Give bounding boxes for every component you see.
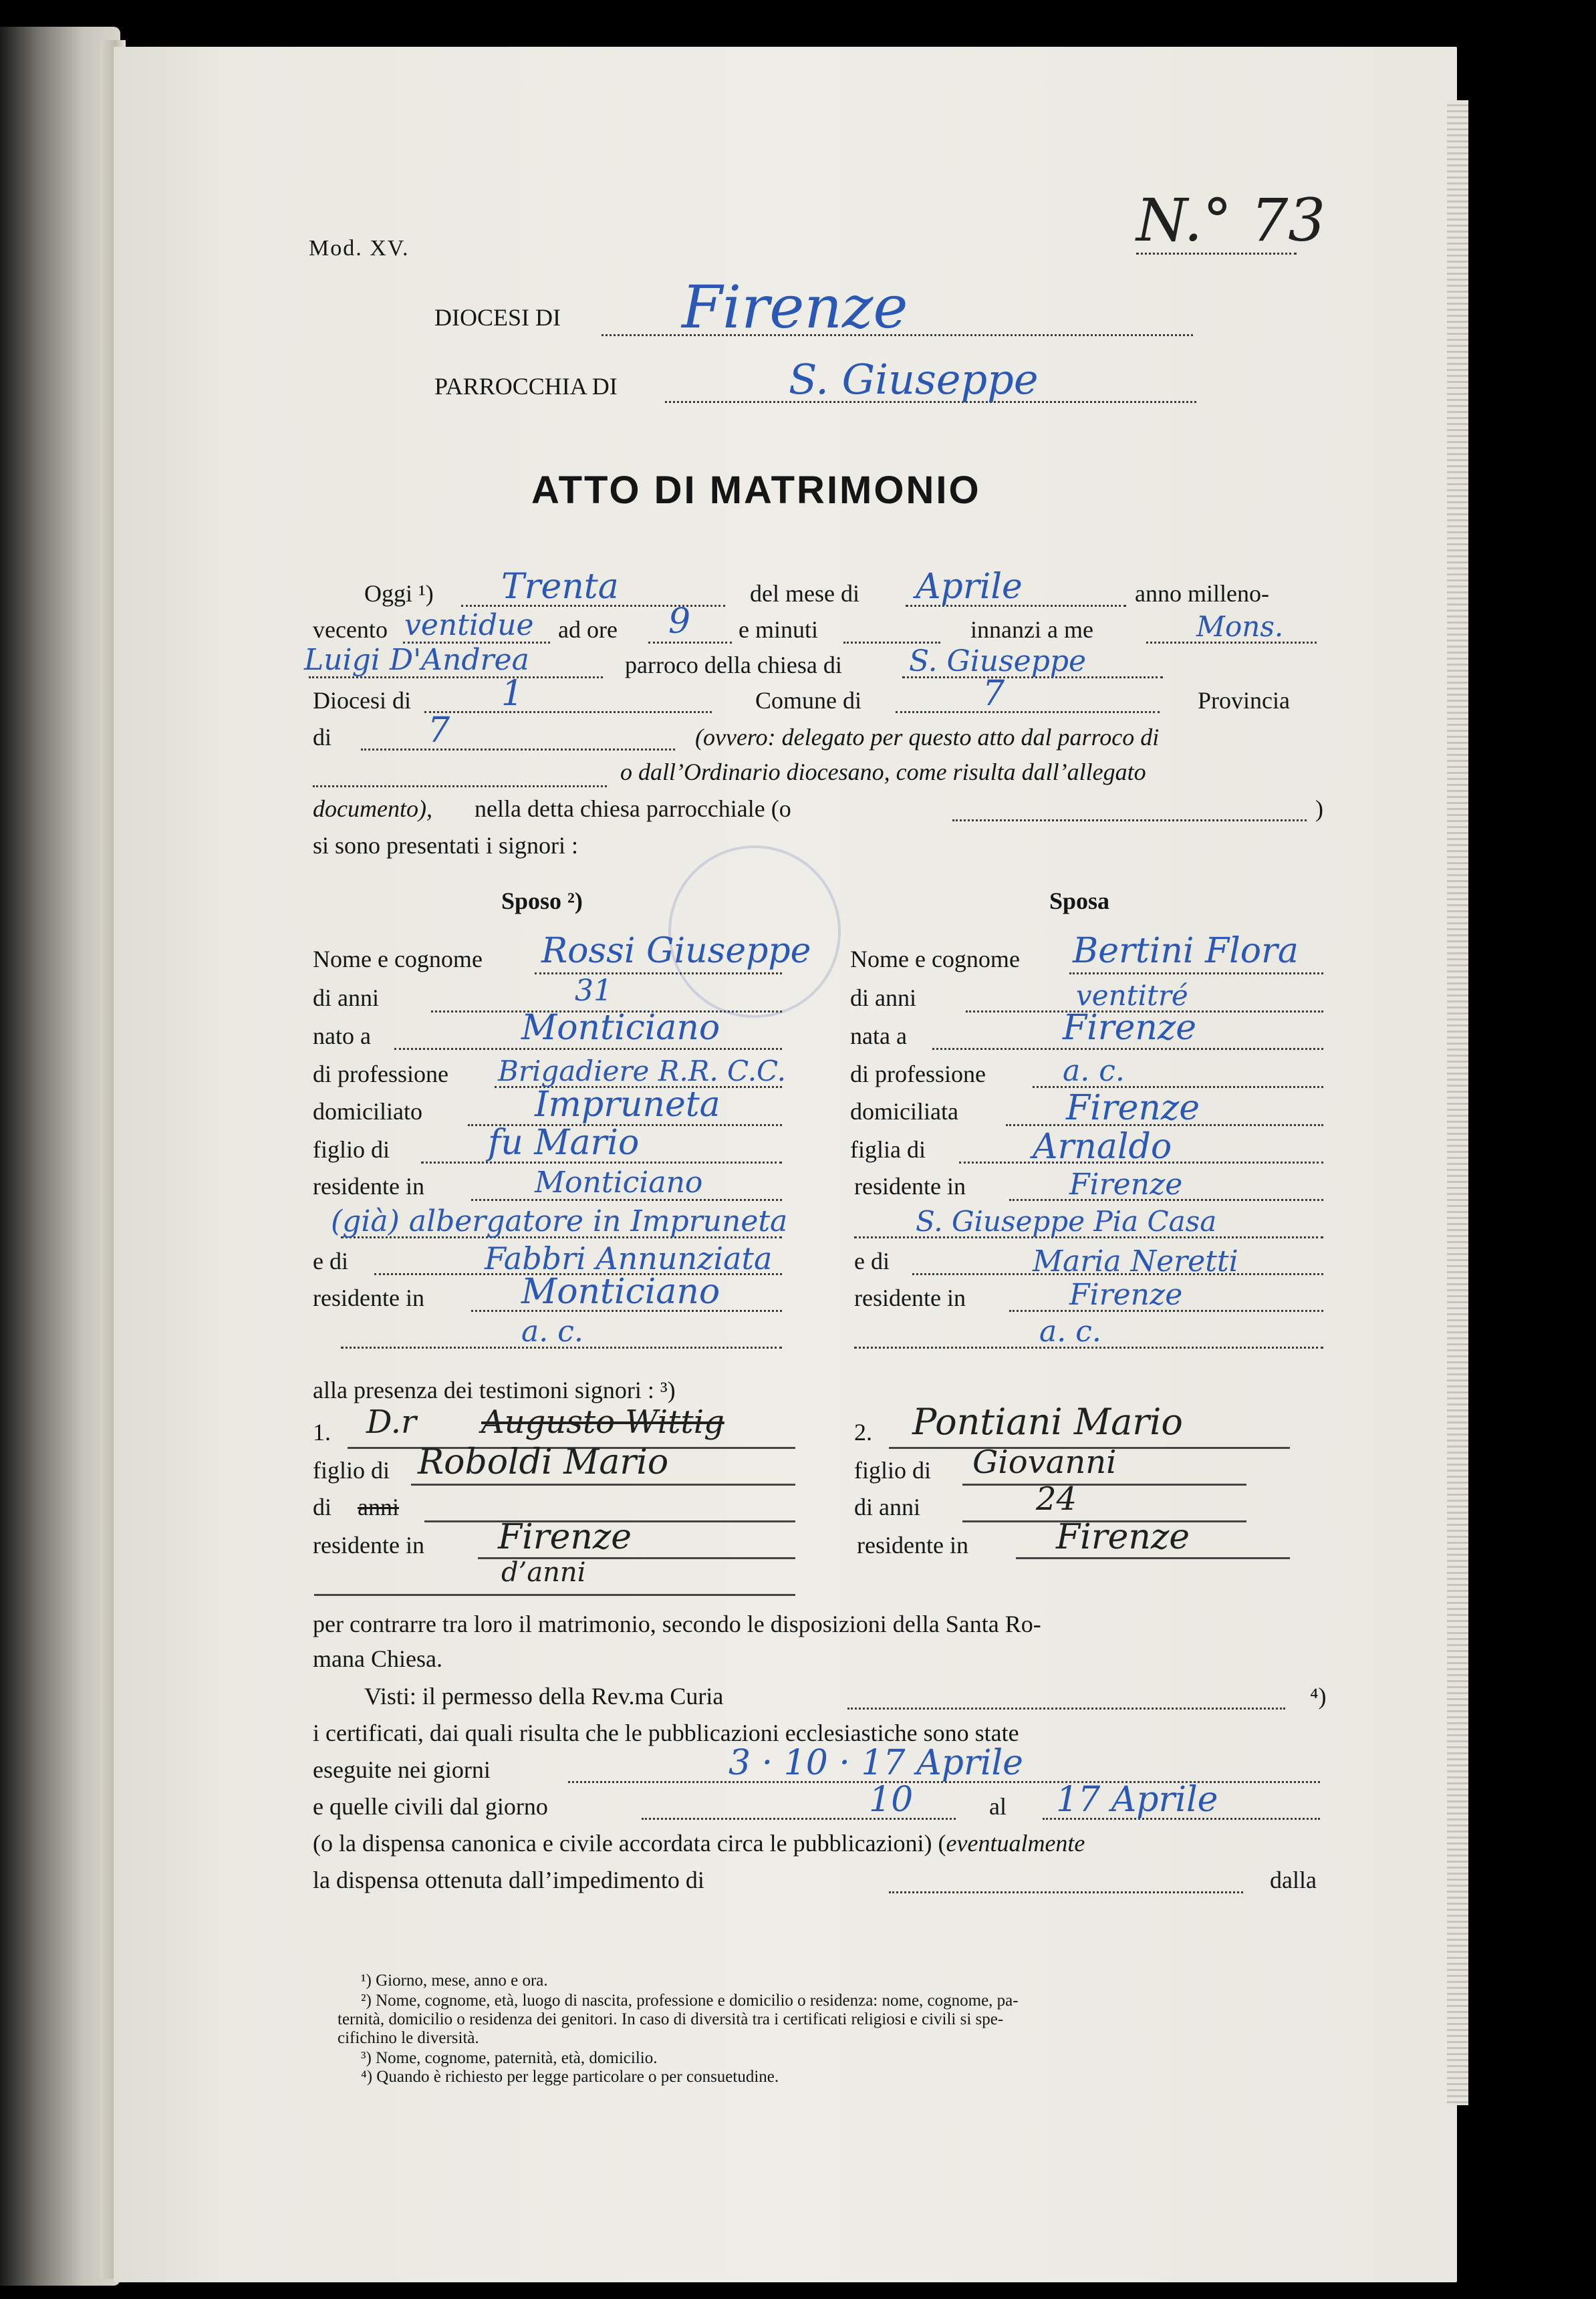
parish-value: S. Giuseppe [789,355,1039,404]
church-value: S. Giuseppe [909,644,1087,678]
hour-value: 9 [668,601,691,642]
vecento-label: vecento [313,616,388,643]
hour-label: ad ore [558,616,618,643]
provincia-value: 7 [428,710,450,751]
comune-line [896,711,1160,713]
groom-profession-label: di professione [313,1061,448,1087]
documento-text: documento), [313,795,432,822]
parish-priest-label: parroco della chiesa di [625,652,842,678]
bride-mother-residence: Firenze [1069,1278,1183,1312]
act-number-line [1136,253,1297,255]
footnote-4-ref: ⁴) [1310,1683,1327,1710]
witness1-father-line [411,1484,795,1486]
bride-mother-note: a. c. [1039,1315,1101,1349]
witness1-age-label-struck: anni [358,1494,399,1520]
visti-text: Visti: il permesso della Rev.ma Curia [364,1683,724,1710]
act-number: N.° 73 [1136,186,1326,255]
groom-father-res-label: residente in [313,1173,424,1200]
body-line-1: per contrarre tra loro il matrimonio, secondo le disposizioni della Santa Ro- [313,1611,1041,1637]
witness1-extra-line [314,1594,795,1596]
model-number: Mod. XV. [309,236,410,261]
groom-mother-residence: Monticiano [521,1272,720,1312]
groom-domicile: Impruneta [535,1085,720,1125]
before-value-2: Luigi D'Andrea [304,643,529,677]
bride-name: Bertini Flora [1073,931,1299,971]
witness1-extra: d’anni [501,1557,586,1588]
eseguite-value: 3 · 10 · 17 Aprile [728,1743,1023,1783]
groom-mother-note: a. c. [521,1315,583,1349]
comune-value: 7 [982,674,1005,714]
ordinary-text: o dall’Ordinario diocesano, come risulta dall’allegato [620,759,1146,785]
groom-name-label: Nome e cognome [313,946,483,972]
curia-line [847,1708,1285,1710]
witness1-residence: Firenze [498,1517,632,1557]
delegate-text: (ovvero: delegato per questo atto dal parroco di [695,724,1160,751]
groom-profession: Brigadiere R.R. C.C. [498,1055,787,1087]
dispensa-line-2: la dispensa ottenuta dall’impedimento di [313,1867,704,1893]
bride-mother-label: e di [854,1248,890,1274]
bride-line-0 [1069,972,1323,974]
diocesi-line [424,711,712,713]
church-text: nella detta chiesa parrocchiale (o [475,795,791,822]
witness2-res-line [1016,1557,1290,1559]
witness1-age-label: di [313,1494,332,1520]
bride-father: Arnaldo [1033,1127,1172,1167]
diocesi-value: 1 [501,674,524,714]
presented-text: si sono presentati i signori : [313,832,578,859]
civili-to-value: 17 Aprile [1056,1780,1218,1820]
al-label: al [989,1793,1007,1820]
witnesses-intro: alla presenza dei testimoni signori : ³) [313,1377,676,1403]
year-label: anno milleno- [1135,580,1269,607]
document-page [114,47,1457,2282]
bride-profession-label: di professione [850,1061,986,1087]
delegate-line [313,785,607,787]
bride-profession: a. c. [1063,1054,1125,1088]
footnote-3: ³) Nome, cognome, paternità, età, domicilio. [361,2049,658,2067]
bride-father-residence: Firenze [1069,1168,1183,1202]
diocese-label: DIOCESI DI [434,304,561,331]
impediment-line [889,1891,1243,1893]
bride-mother-res-label: residente in [854,1284,966,1311]
comune-label: Comune di [755,687,861,714]
bride-domicile: Firenze [1066,1088,1200,1128]
witness2-residence: Firenze [1056,1517,1190,1557]
bride-age: ventitré [1076,979,1188,1012]
diocesi-label: Diocesi di [313,687,411,714]
groom-mother-label: e di [313,1248,348,1274]
eseguite-label: eseguite nei giorni [313,1756,491,1783]
document-title: ATTO DI MATRIMONIO [531,468,981,512]
alt-church-line [952,819,1307,821]
diocese-value: Firenze [682,273,908,342]
witness1-struck-name: Augusto Wittig [481,1403,724,1441]
bride-father-label: figlia di [850,1136,926,1163]
groom-domicile-label: domiciliato [313,1098,422,1125]
eventualmente-text: eventualmente [946,1830,1085,1857]
footnote-2-end: cifichino le diversità. [338,2029,479,2047]
close-paren: ) [1315,795,1323,822]
witness1-son-label: figlio di [313,1457,390,1484]
groom-age-label: di anni [313,984,379,1011]
dispensa-line-1 [313,1830,1085,1857]
month-label: del mese di [750,580,859,607]
groom-father-label: figlio di [313,1136,390,1163]
groom-line-0 [535,972,782,974]
month-value: Aprile [916,567,1023,607]
groom-mother: Fabbri Annunziata [485,1240,773,1276]
groom-age: 31 [575,974,612,1008]
bride-domicile-label: domiciliata [850,1098,958,1125]
footnote-1: ¹) Giorno, mese, anno e ora. [361,1972,548,1990]
groom-birthplace-label: nato a [313,1023,371,1049]
witness2-number: 2. [854,1419,872,1446]
groom-mother-res-label: residente in [313,1284,424,1311]
bride-mother: Maria Neretti [1033,1244,1238,1278]
oggi-value: Trenta [501,567,619,607]
bride-name-label: Nome e cognome [850,946,1020,972]
year-value: ventidue [404,608,534,642]
witness2-age: 24 [1036,1480,1077,1518]
minutes-label: e minuti [739,616,818,643]
page-edge [1447,100,1468,2105]
body-line-2: mana Chiesa. [313,1645,442,1672]
witness1-res-label: residente in [313,1532,424,1559]
dalla-text: dalla [1270,1867,1317,1893]
provincia-label: Provincia [1198,687,1290,714]
witness2-age-label: di anni [854,1494,920,1520]
bride-father-res-label: residente in [854,1173,966,1200]
witness2-res-label: residente in [857,1532,968,1559]
before-label: innanzi a me [970,616,1093,643]
civili-label: e quelle civili dal giorno [313,1793,548,1820]
civili-from-value: 10 [869,1780,914,1820]
footnote-4: ⁴) Quando è richiesto per legge particolare o per consuetudine. [361,2068,779,2086]
witness1-father: Roboldi Mario [418,1442,669,1482]
bride-birthplace: Firenze [1063,1008,1197,1048]
witness2-father-line [962,1484,1246,1486]
provincia-line [361,749,675,751]
bride-line-2 [932,1048,1323,1050]
di-label: di [313,724,332,751]
groom-birthplace: Monticiano [521,1008,720,1048]
witness1-number: 1. [313,1419,331,1446]
groom-heading: Sposo ²) [501,888,583,914]
certificates-text: i certificati, dai quali risulta che le pubblicazioni ecclesiastiche sono state [313,1720,1019,1746]
footnote-2-cont: ternità, domicilio o residenza dei genitori. In caso di diversità tra i certificati religiosi e civili si spe- [338,2010,1004,2028]
groom-father-residence: Monticiano [535,1166,703,1200]
oggi-label: Oggi ¹) [364,580,434,607]
groom-father-note: (già) albergatore in Impruneta [331,1204,788,1238]
before-value-1: Mons. [1196,610,1284,643]
groom-name: Rossi Giuseppe [541,931,811,971]
dispensa-text: (o la dispensa canonica e civile accordata circa le pubblicazioni) ( [313,1830,946,1857]
witness2-name: Pontiani Mario [912,1401,1183,1443]
groom-father: fu Mario [488,1123,640,1163]
witness2-son-label: figlio di [854,1457,931,1484]
bride-heading: Sposa [1049,888,1110,914]
footnote-2: ²) Nome, cognome, età, luogo di nascita, professione e domicilio o residenza: nome, cognome, pa- [361,1992,1019,2010]
parish-label: PARROCCHIA DI [434,373,618,400]
groom-line-2 [394,1048,782,1050]
bride-age-label: di anni [850,984,916,1011]
witness1-title: D.r [366,1403,416,1441]
bride-birthplace-label: nata a [850,1023,907,1049]
hour-line [648,642,732,644]
witness2-father: Giovanni [972,1444,1117,1481]
bride-father-note: S. Giuseppe Pia Casa [916,1205,1217,1238]
